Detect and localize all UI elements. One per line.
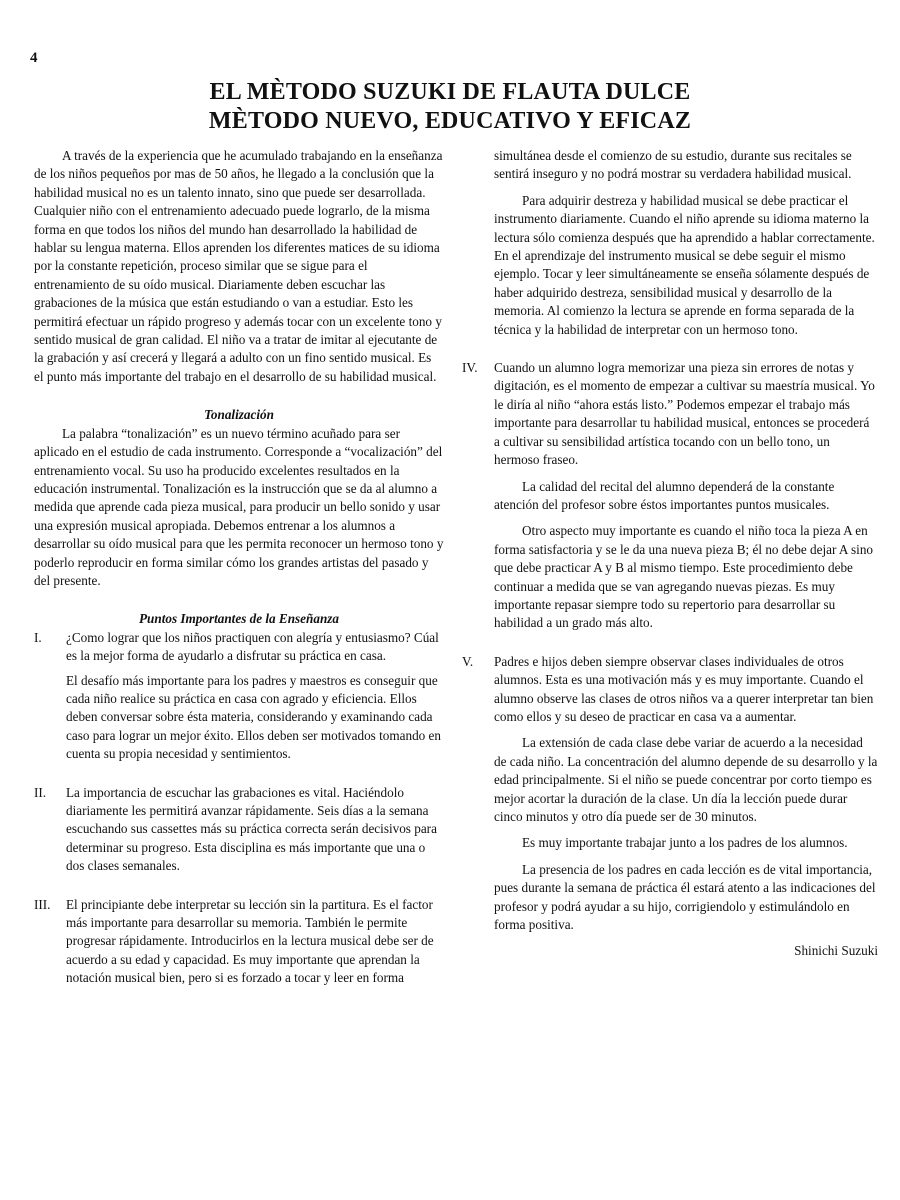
tonalizacion-paragraph: La palabra “tonalización” es un nuevo término acuñado para ser aplicado en el estudio de cada instrumento. Corresponde a “vocalización” del entrenamiento vocal. Su uso ha producido excelentes resultados en la educación instrumental. Tonalización es la instrucción que se da al alumno a medida que aprende cada pieza musical, para producir un bello sonido y usar una expresión musical apropiada. Debemos entrenar a los alumnos a desarrollar su oído musical para que les permita reconocer un hermoso tono y poderlo reproducir en forma similar cómo los grandes artistas del pasado y del presente. xyxy=(34,425,444,588)
item-paragraph: La presencia de los padres en cada lección es de vital importancia, pues durante la semana de práctica él estará atento a las indicaciones del profesor y podrá ayudar a su hijo, corrigiendolo y estimulándolo en forma positiva. xyxy=(494,861,876,933)
page-number: 4 xyxy=(30,50,38,66)
page-title xyxy=(0,78,900,136)
intro-paragraph: A través de la experiencia que he acumulado trabajando en la enseñanza de los niños pequeños por mas de 50 años, he llegado a la conclusión que la habilidad musical no es un talento innato, sino que puede ser desarrollada. Cualquier niño con el entrenamiento adecuado puede lograrlo, de la misma forma en que todos los niños del mundo han desarrollado la habilidad de hablar su lengua materna. Ellos aprenden los diferentes matices de su idioma por la constante repetición, proceso similar que se sigue para el entrenamiento de su oído musical. Diariamente deben escuchar las grabaciones de la música que están estudiando o van a estudiar. Esto les permitirá efectuar un rápido progreso y además tocar con un excelente tono y sentido musical de gran calidad. El niño va a tratar de imitar al ejecutante de la grabación y así crecerá y llegará a adulto con un fino sentido musical. Es el punto más importante del trabajo en el desarrollo de su habilidad musical. xyxy=(34,148,443,384)
item-number: I. xyxy=(34,629,42,645)
tonalizacion-heading: Tonalización xyxy=(204,407,274,423)
list-item-iv xyxy=(462,359,878,633)
item-paragraph: Otro aspecto muy importante es cuando el niño toca la pieza A en forma satisfactoria y se le da una nueva pieza B; él no debe dejar A sino que debe practicar A y B al mismo tiempo. Este procedimiento debe continuar a medida que se van agregando nuevas piezas. Es muy importante repasar siempre todo su repertorio para desarrollar su habilidad a un grado más alto. xyxy=(494,523,874,631)
list-item-v xyxy=(462,653,878,935)
item-paragraph: ¿Como lograr que los niños practiquen con alegría y entusiasmo? Cúal es la mejor forma de ayudarlo a disfrutar su práctica en casa. xyxy=(66,629,439,664)
item-number: V. xyxy=(462,653,474,669)
list-item-iii xyxy=(34,896,444,988)
item-paragraph: La importancia de escuchar las grabaciones es vital. Haciéndolo diariamente les permitirá avanzar rápidamente. Seis días a la semana escuchando sus cassettes más su práctica correcta serán decisivos para determinar su progreso. Esta disciplina es más importante que una o dos clases semanales. xyxy=(66,784,437,874)
list-item-i xyxy=(34,629,444,764)
title-line-2: MÈTODO NUEVO, EDUCATIVO Y EFICAZ xyxy=(208,108,692,134)
item-paragraph: simultánea desde el comienzo de su estudio, durante sus recitales se sentirá inseguro y no podrá mostrar su verdadera habilidad musical. xyxy=(494,148,852,182)
title-line-1: EL MÈTODO SUZUKI DE FLAUTA DULCE xyxy=(209,79,691,105)
right-column xyxy=(462,147,878,961)
signature: Shinichi Suzuki xyxy=(794,943,878,959)
left-column xyxy=(34,147,444,988)
item-paragraph: La extensión de cada clase debe variar de acuerdo a la necesidad de cada niño. La concentración del alumno depende de su desarrollo y la edad principalmente. Si el niño se puede concentrar por corto tiempo es mejor acortar la duración de la clase. Un día la lección puede durar cinco minutos y otro día puede ser de 30 minutos. xyxy=(494,735,878,824)
item-number: III. xyxy=(34,896,51,912)
item-number: II. xyxy=(34,784,47,800)
item-paragraph: La calidad del recital del alumno dependerá de la constante atención del profesor sobre éstos importantes puntos musicales. xyxy=(494,478,835,512)
item-number: IV. xyxy=(462,360,478,376)
item-paragraph: El desafío más importante para los padres y maestros es conseguir que cada niño realice su práctica en casa con agrado y eficiencia. Ellos deben conversar sobre ésta materia, considerando y examinando cada caso para lograr un mejor éxito. Ellos deben ser motivados tomando en cuenta su propia necesidad y sentimientos. xyxy=(66,672,442,762)
item-paragraph: Cuando un alumno logra memorizar una pieza sin errores de notas y digitación, es el momento de empezar a cultivar su maestría musical. Yo le diría al niño “ahora estás listo.” Podemos empezar el trabajo más importante para desarrollar tu habilidad musical, entonces se procederá a cultivar su sensibilidad artística tocando con un bello tono, un hermoso fraseo. xyxy=(494,360,875,468)
list-item-iii-continued xyxy=(462,147,878,339)
item-paragraph: El principiante debe interpretar su lección sin la partitura. Es el factor más importante para desarrollar su memoria. También le permite progresar rápidamente. Introducirlos en la lectura musical debe ser de acuerdo a su edad y capacidad. Es muy importante que aprendan la notación musical bien, pero si es forzado a tocar y leer en forma xyxy=(66,896,434,986)
item-paragraph: Padres e hijos deben siempre observar clases individuales de otros alumnos. Esta es una motivación más y es muy importante. Cuando el alumno observe las clases de otros niños va a querer interpretar tan bien como ellos y su deseo de practicar en casa va a aumentar. xyxy=(494,653,874,724)
puntos-heading: Puntos Importantes de la Enseñanza xyxy=(138,611,340,627)
item-paragraph: Es muy importante trabajar junto a los padres de los alumnos. xyxy=(522,835,848,851)
list-item-ii xyxy=(34,784,444,876)
item-paragraph: Para adquirir destreza y habilidad musical se debe practicar el instrumento diariamente. Cuando el niño aprende su idioma materno la lectura sólo comienza después que ha aprendido a hablar correctamente. En el aprendizaje del instrumento musical se debe seguir el mismo ejemplo. Tocar y leer simultáneamente se enseña sólamente después de haber adquirido destreza, sensibilidad musical y desarrollo de la memoria. Al comienzo la lectura se aprende en forma separada de la técnica y la habilidad de interpretar con un hermoso tono. xyxy=(494,192,875,337)
